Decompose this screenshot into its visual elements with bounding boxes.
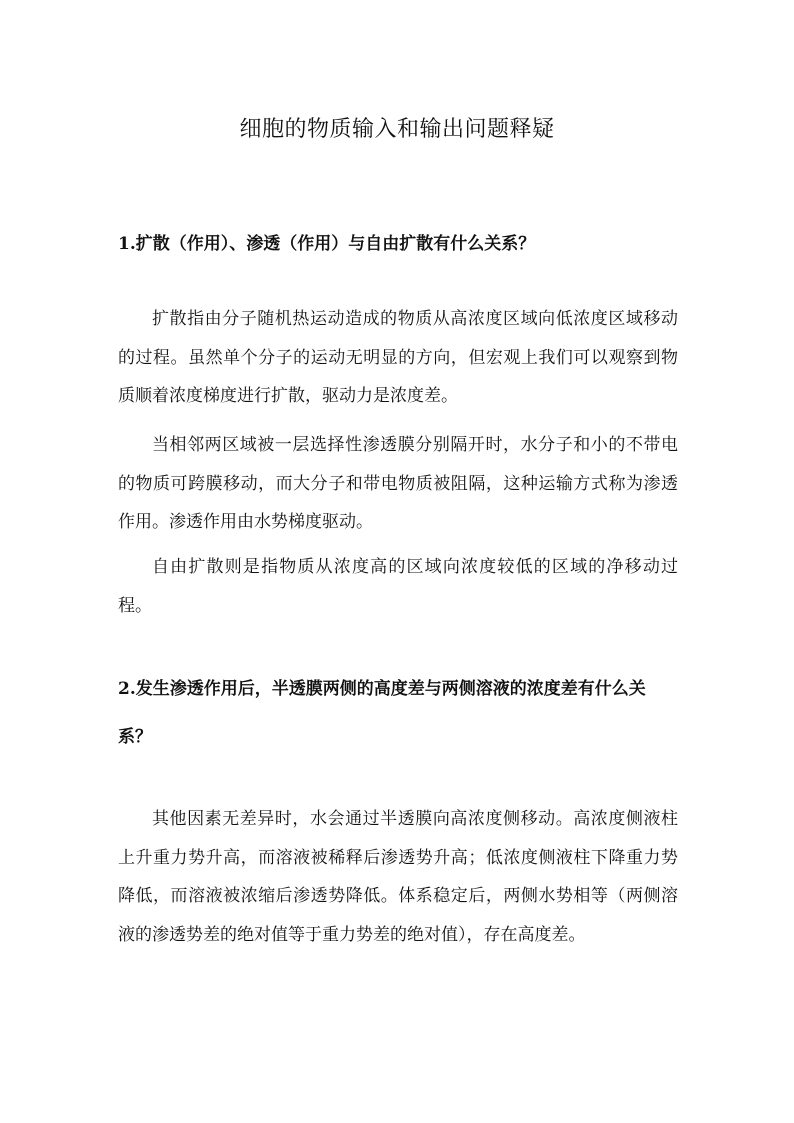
question-heading-1: 1.扩散（作用）、渗透（作用）与自由扩散有什么关系？ — [118, 234, 536, 254]
question-heading-2: 2.发生渗透作用后，半透膜两侧的高度差与两侧溶液的浓度差有什么关系？ — [118, 679, 646, 747]
document-title: 细胞的物质输入和输出问题释疑 — [239, 117, 555, 142]
answer-paragraph-2-1: 其他因素无差异时，水会通过半透膜向高浓度侧移动。高浓度侧液柱上升重力势升高，而溶液被稀释后渗透势升高；低浓度侧液柱下降重力势降低，而溶液被浓缩后渗透势降低。体系稳定后，两侧水势相等（两侧溶液的渗透势差的绝对值等于重力势差的绝对值），存在高度差。 — [118, 809, 678, 945]
answer-paragraph-1-2: 当相邻两区域被一层选择性渗透膜分别隔开时，水分子和小的不带电的物质可跨膜移动，而大分子和带电物质被阻隔，这种运输方式称为渗透作用。渗透作用由水势梯度驱动。 — [118, 435, 678, 532]
answer-paragraph-1-3: 自由扩散则是指物质从浓度高的区域向浓度较低的区域的净移动过程。 — [118, 557, 678, 616]
answer-paragraph-1-1: 扩散指由分子随机热运动造成的物质从高浓度区域向低浓度区域移动的过程。虽然单个分子的运动无明显的方向，但宏观上我们可以观察到物质顺着浓度梯度进行扩散，驱动力是浓度差。 — [118, 309, 678, 406]
